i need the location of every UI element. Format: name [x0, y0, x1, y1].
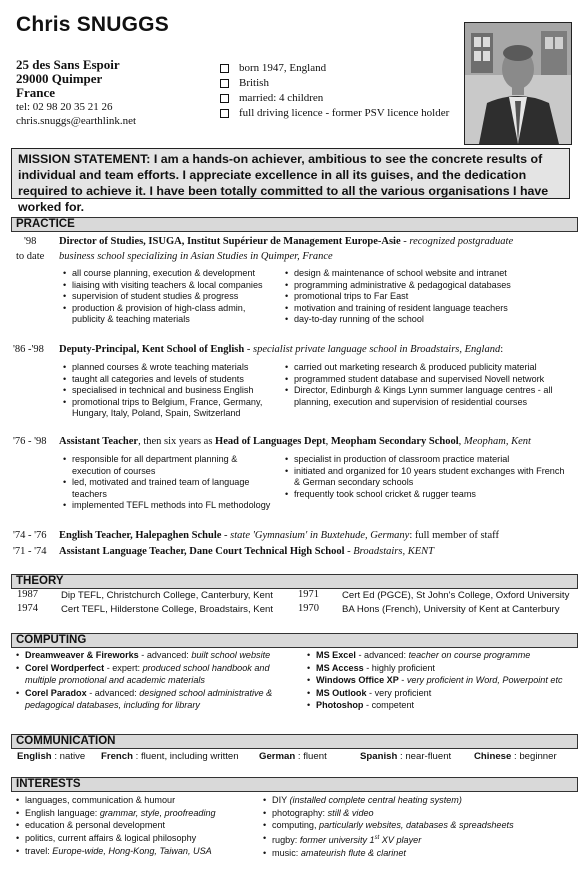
theory-qualification: Dip TEFL, Christchurch College, Canterbury, Kent — [61, 590, 273, 601]
list-item: • programming administrative & pedagogical databases — [283, 280, 511, 292]
address-line1: 25 des Sans Espoir — [16, 57, 120, 72]
list-item: • politics, current affairs & logical philosophy — [14, 832, 216, 845]
address-line3: France — [16, 85, 55, 100]
list-item: • all course planning, execution & development — [61, 268, 263, 280]
job-duties-right — [283, 362, 552, 408]
list-item: Hungary, Italy, Poland, Spain, Switzerland — [72, 408, 241, 419]
portrait-image — [465, 23, 571, 144]
personal-item: full driving licence - former PSV licence holder — [220, 106, 449, 121]
list-item: • specialist in production of classroom practice material — [283, 454, 564, 466]
job-title: Director of Studies, ISUGA, Institut Supérieur de Management Europe-Asie - recognized postgraduate — [59, 236, 514, 247]
list-item: multiple promotional and academic materials — [25, 675, 205, 686]
job-duties-left — [61, 454, 270, 512]
mission-statement — [11, 148, 570, 214]
list-item: & German secondary schools — [294, 477, 414, 488]
list-item: • planned courses & wrote teaching materials — [61, 362, 262, 374]
computing-right — [305, 649, 563, 712]
list-item: • computing, particularly websites, databases & spreadsheets — [261, 819, 514, 832]
checkbox-icon — [220, 79, 229, 88]
job-date: '86 -'98 — [13, 344, 44, 355]
list-item: • motivation and training of resident language teachers — [283, 303, 511, 315]
job-title: Deputy-Principal, Kent School of English - specialist private language school in Broadstairs, England: — [59, 344, 504, 355]
job-date: '98 — [24, 236, 37, 247]
list-item: • specialised in technical and business English — [61, 385, 262, 397]
section-header-practice: PRACTICE — [11, 217, 578, 232]
list-item: • taught all categories and levels of students — [61, 374, 262, 386]
job-description: business school specializing in Asian Studies in Quimper, France — [59, 251, 333, 262]
personal-details — [220, 61, 449, 121]
list-item: • Photoshop - competent — [305, 699, 563, 712]
list-item: • supervision of student studies & progress — [61, 291, 263, 303]
list-item: teachers — [72, 488, 107, 499]
list-item: • frequently took school cricket & rugger teams — [283, 489, 564, 501]
telephone: tel: 02 98 20 35 21 26 — [16, 101, 113, 113]
job-duties-right — [283, 268, 511, 326]
job-duties-right — [283, 454, 564, 500]
list-item: • travel: Europe-wide, Hong-Kong, Taiwan, USA — [14, 845, 216, 858]
list-item: • MS Excel - advanced: teacher on course programme — [305, 649, 563, 662]
job-date: '76 - '98 — [13, 436, 47, 447]
list-item: • implemented TEFL methods into FL methodology — [61, 500, 270, 512]
job-date: '71 - '74 — [13, 546, 47, 557]
section-header-theory: THEORY — [11, 574, 578, 589]
language-german: German : fluent — [259, 751, 327, 762]
list-item: • responsible for all department planning & — [61, 454, 270, 466]
list-item: • day-to-day running of the school — [283, 314, 511, 326]
list-item: pedagogical databases, including for library — [25, 700, 200, 711]
job-duties-left — [61, 268, 263, 326]
language-english: English : native — [17, 751, 86, 762]
list-item: • DIY (installed complete central heating system) — [261, 794, 514, 807]
job-duties-left — [61, 362, 262, 420]
list-item: • languages, communication & humour — [14, 794, 216, 807]
job-date: '74 - '76 — [13, 530, 47, 541]
list-item: • English language: grammar, style, proofreading — [14, 807, 216, 820]
mission-text: I am a hands-on achiever, ambitious to see the concrete results of individual and team efforts. I appreciate excellence in all its guises, and the dedication required to achieve it. I have been totally committed to all the various organisations I have worked for. — [18, 152, 549, 214]
checkbox-icon — [220, 94, 229, 103]
list-item: • Dreamweaver & Fireworks - advanced: built school website — [14, 649, 272, 662]
list-item: • design & maintenance of school website and intranet — [283, 268, 511, 280]
portrait-photo — [464, 22, 572, 145]
list-item: execution of courses — [72, 465, 156, 476]
list-item: • education & personal development — [14, 819, 216, 832]
list-item: • promotional trips to Belgium, France, Germany, — [61, 397, 262, 409]
checkbox-icon — [220, 64, 229, 73]
interests-right — [261, 794, 514, 860]
list-item: • production & provision of high-class admin, — [61, 303, 263, 315]
list-item: publicity & teaching materials — [72, 314, 190, 325]
list-item: • Corel Wordperfect - expert: produced school handbook and — [14, 662, 272, 675]
email: chris.snuggs@earthlink.net — [16, 115, 137, 127]
theory-qualification: BA Hons (French), University of Kent at Canterbury — [342, 604, 560, 615]
interests-left — [14, 794, 216, 858]
section-header-computing: COMPUTING — [11, 633, 578, 648]
list-item: • MS Access - highly proficient — [305, 662, 563, 675]
list-item: • carried out marketing research & produced publicity material — [283, 362, 552, 374]
theory-qualification: Cert TEFL, Hilderstone College, Broadstairs, Kent — [61, 604, 274, 615]
job-title: English Teacher, Halepaghen Schule - state 'Gymnasium' in Buxtehude, Germany: full member of staff — [59, 530, 499, 541]
job-title: Assistant Language Teacher, Dane Court Technical High School - Broadstairs, KENT — [59, 546, 434, 557]
address-block — [16, 58, 136, 128]
checkbox-icon — [220, 109, 229, 118]
language-chinese: Chinese : beginner — [474, 751, 557, 762]
list-item: • initiated and organized for 10 years student exchanges with French — [283, 466, 564, 478]
list-item: • liaising with visiting teachers & local companies — [61, 280, 263, 292]
personal-item: born 1947, England — [220, 61, 449, 76]
list-item: • music: amateurish flute & clarinet — [261, 847, 514, 860]
mission-label: MISSION STATEMENT: — [18, 152, 151, 166]
resume-name: Chris SNUGGS — [16, 13, 169, 36]
list-item: • Corel Paradox - advanced: designed school administrative & — [14, 687, 272, 700]
language-spanish: Spanish : near-fluent — [360, 751, 452, 762]
theory-year: 1974 — [17, 603, 38, 614]
theory-year: 1987 — [17, 589, 38, 600]
theory-year: 1971 — [298, 589, 319, 600]
computing-left — [14, 649, 272, 712]
job-title: Assistant Teacher, then six years as Head of Languages Dept, Meopham Secondary School, Meopham, Kent — [59, 436, 531, 447]
list-item: • photography: still & video — [261, 807, 514, 820]
personal-item: British — [220, 76, 449, 91]
list-item: • Director, Edinburgh & Kings Lynn summer language centres - all — [283, 385, 552, 397]
list-item: • led, motivated and trained team of language — [61, 477, 270, 489]
list-item: • MS Outlook - very proficient — [305, 687, 563, 700]
job-date: to date — [16, 251, 45, 262]
list-item: • rugby: former university 1st XV player — [261, 832, 514, 847]
list-item: • promotional trips to Far East — [283, 291, 511, 303]
section-header-interests: INTERESTS — [11, 777, 578, 792]
personal-item: married: 4 children — [220, 91, 449, 106]
list-item: • programmed student database and supervised Novell network — [283, 374, 552, 386]
section-header-communication: COMMUNICATION — [11, 734, 578, 749]
theory-year: 1970 — [298, 603, 319, 614]
language-french: French : fluent, including written — [101, 751, 239, 762]
address-line2: 29000 Quimper — [16, 71, 103, 86]
list-item: • Windows Office XP - very proficient in Word, Powerpoint etc — [305, 674, 563, 687]
theory-qualification: Cert Ed (PGCE), St John's College, Oxford University — [342, 590, 570, 601]
list-item: planning, execution and supervision of residential courses — [294, 396, 528, 407]
